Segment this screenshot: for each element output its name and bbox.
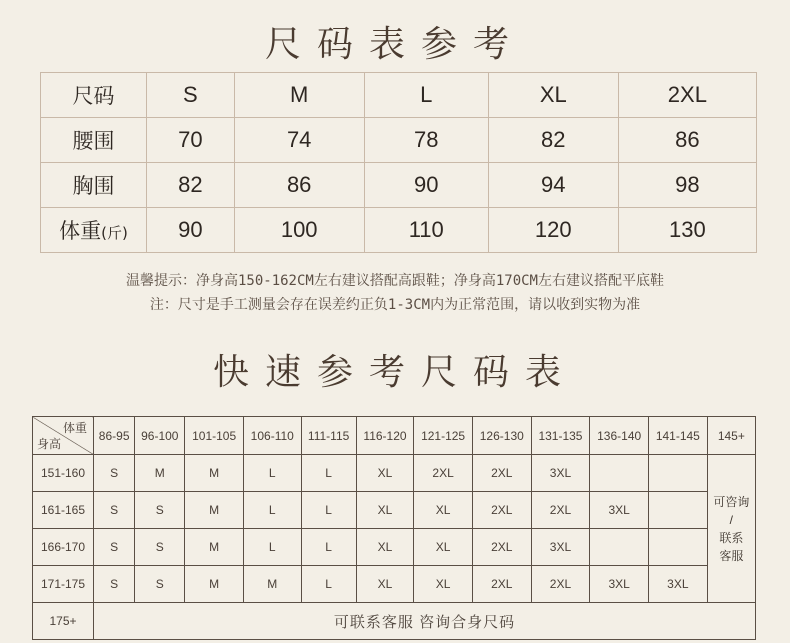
size-cell: S [135,529,185,566]
size-cell: XL [356,529,414,566]
chest-cell: 86 [234,163,364,208]
weight-range-header: 86-95 [94,417,135,455]
height-row [33,455,756,492]
weight-range-header: 106-110 [243,417,301,455]
size-cell: 3XL [531,529,590,566]
size-cell: S [94,529,135,566]
size-header-cell: M [234,73,364,118]
waist-cell: 70 [147,118,235,163]
weight-range-header: 116-120 [356,417,414,455]
size-header-label: 尺码 [41,73,147,118]
size-cell: 3XL [590,492,649,529]
chest-label: 胸围 [41,163,147,208]
consult-line: / [729,512,734,527]
size-chart-table [40,72,757,253]
size-cell: XL [356,455,414,492]
weight-unit: (斤) [101,224,128,242]
height-row [33,529,756,566]
waist-label: 腰围 [41,118,147,163]
size-cell: 2XL [414,455,473,492]
weight-range-header: 111-115 [301,417,356,455]
height-row-last [33,603,756,640]
size-header-row [41,73,757,118]
size-cell: L [243,529,301,566]
size-cell: 3XL [590,566,649,603]
height-cell: 151-160 [33,455,94,492]
corner-height-label: 身高 [37,437,62,451]
weight-cell: 110 [364,208,488,253]
size-cell: M [185,566,244,603]
size-cell [649,455,708,492]
size-cell: S [94,455,135,492]
height-cell: 166-170 [33,529,94,566]
size-cell: M [185,455,244,492]
size-header-cell: L [364,73,488,118]
size-header-cell: XL [488,73,618,118]
weight-range-header: 96-100 [135,417,185,455]
weight-range-header: 126-130 [472,417,531,455]
weight-range-header: 121-125 [414,417,473,455]
consult-line: 可咨询 [713,494,750,509]
size-cell: L [301,529,356,566]
size-cell [590,455,649,492]
size-cell: 2XL [531,566,590,603]
size-cell [649,492,708,529]
consult-fit-note: 可联系客服 咨询合身尺码 [94,603,756,640]
weight-label-text: 体重 [59,219,102,243]
size-cell: 2XL [472,566,531,603]
size-cell: L [301,455,356,492]
weight-range-header: 145+ [707,417,755,455]
weight-row [41,208,757,253]
consult-service-cell [707,455,755,603]
size-cell: L [301,492,356,529]
weight-range-header: 131-135 [531,417,590,455]
size-cell: S [135,566,185,603]
size-header-cell: S [147,73,235,118]
height-cell: 175+ [33,603,94,640]
height-row [33,492,756,529]
weight-header-row [33,417,756,455]
weight-label [41,208,147,253]
size-cell: S [135,492,185,529]
chest-cell: 82 [147,163,235,208]
chest-cell: 90 [364,163,488,208]
size-cell: XL [356,492,414,529]
waist-row [41,118,757,163]
quick-chart-title: 快速参考尺码表 [212,352,577,393]
size-chart-title: 尺码表参考 [264,24,525,65]
size-cell [590,529,649,566]
size-cell: XL [356,566,414,603]
size-cell: 3XL [649,566,708,603]
size-cell: XL [414,529,473,566]
consult-line: 客服 [719,548,744,563]
quick-size-table [32,416,756,640]
waist-cell: 74 [234,118,364,163]
size-cell: XL [414,492,473,529]
weight-cell: 90 [147,208,235,253]
chest-cell: 98 [618,163,756,208]
waist-cell: 86 [618,118,756,163]
size-cell: S [94,492,135,529]
chest-row [41,163,757,208]
size-cell: 3XL [531,455,590,492]
size-cell: 2XL [472,455,531,492]
corner-cell [33,417,94,455]
tip-note: 温馨提示：净身高150-162CM左右建议搭配高跟鞋；净身高170CM左右建议搭配平底鞋 [125,273,664,289]
size-cell: 2XL [531,492,590,529]
size-cell: M [135,455,185,492]
weight-cell: 100 [234,208,364,253]
size-cell: M [185,492,244,529]
size-header-cell: 2XL [618,73,756,118]
height-cell: 161-165 [33,492,94,529]
weight-cell: 120 [488,208,618,253]
size-cell: 2XL [472,529,531,566]
chest-cell: 94 [488,163,618,208]
size-cell: XL [414,566,473,603]
size-cell: S [94,566,135,603]
size-cell [649,529,708,566]
size-cell: M [243,566,301,603]
corner-weight-label: 体重 [62,421,87,435]
weight-range-header: 101-105 [185,417,244,455]
size-cell: 2XL [472,492,531,529]
weight-cell: 130 [618,208,756,253]
waist-cell: 82 [488,118,618,163]
measure-note: 注：尺寸是手工测量会存在误差约正负1-3CM内为正常范围，请以收到实物为准 [149,297,641,313]
height-cell: 171-175 [33,566,94,603]
height-row [33,566,756,603]
weight-range-header: 141-145 [649,417,708,455]
weight-range-header: 136-140 [590,417,649,455]
waist-cell: 78 [364,118,488,163]
size-cell: L [301,566,356,603]
size-cell: L [243,492,301,529]
size-cell: L [243,455,301,492]
size-cell: M [185,529,244,566]
consult-line: 联系 [719,530,744,545]
